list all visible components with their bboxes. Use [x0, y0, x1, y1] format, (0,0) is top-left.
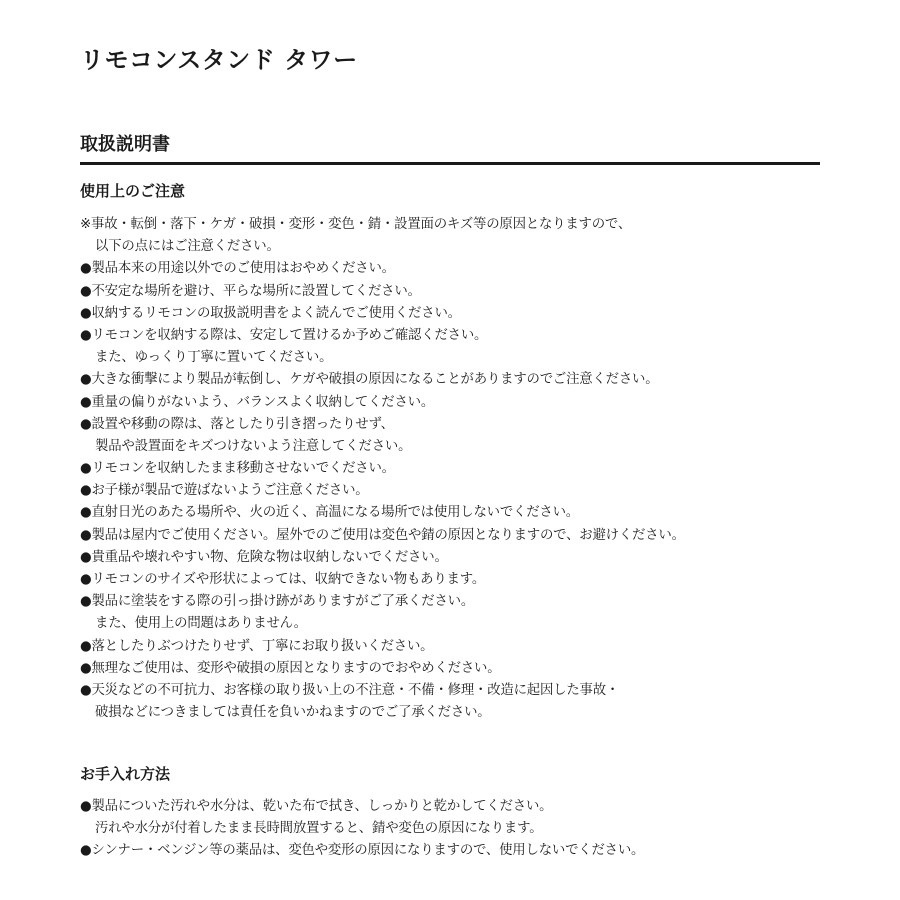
- document-subtitle: 取扱説明書: [80, 134, 170, 155]
- care-list: [80, 796, 840, 863]
- caution-line: 製品や設置面をキズつけないよう注意してください。: [95, 438, 412, 454]
- caution-line: ※事故・転倒・落下・ケガ・破損・変形・変色・錆・設置面のキズ等の原因となりますので、: [80, 217, 632, 232]
- caution-line: ●貴重品や壊れやすい物、危険な物は収納しないでください。: [80, 549, 448, 565]
- caution-line: ●設置や移動の際は、落としたり引き摺ったりせず、: [80, 416, 394, 432]
- caution-line: ●天災などの不可抗力、お客様の取り扱い上の不注意・不備・修理・改造に起因した事故・: [80, 682, 620, 698]
- divider-rule: [80, 162, 820, 165]
- care-heading: お手入れ方法: [80, 765, 171, 783]
- caution-list: [80, 214, 840, 724]
- caution-heading: 使用上のご注意: [80, 182, 186, 200]
- caution-line: ●無理なご使用は、変形や破損の原因となりますのでおやめください。: [80, 660, 501, 676]
- caution-line: ●収納するリモコンの取扱説明書をよく読んでご使用ください。: [80, 305, 461, 321]
- caution-line: 破損などにつきましては責任を負いかねますのでご了承ください。: [95, 705, 491, 721]
- caution-line: また、使用上の問題はありません。: [95, 616, 307, 632]
- care-line: 汚れや水分が付着したまま長時間放置すると、錆や変色の原因になります。: [95, 821, 543, 837]
- caution-line: ●落としたりぶつけたりせず、丁寧にお取り扱いください。: [80, 638, 434, 654]
- caution-line: また、ゆっくり丁寧に置いてください。: [95, 350, 333, 366]
- caution-line: ●大きな衝撃により製品が転倒し、ケガや破損の原因になることがありますのでご注意ください。: [80, 372, 659, 388]
- caution-line: 以下の点にはご注意ください。: [95, 239, 280, 255]
- page-title: リモコンスタンド タワー: [80, 46, 358, 74]
- caution-line: ●不安定な場所を避け、平らな場所に設置してください。: [80, 283, 421, 299]
- caution-line: ●リモコンを収納する際は、安定して置けるか予めご確認ください。: [80, 327, 488, 343]
- caution-line: ●製品に塗装をする際の引っ掛け跡がありますがご了承ください。: [80, 594, 475, 610]
- care-line: ●製品についた汚れや水分は、乾いた布で拭き、しっかりと乾かしてください。: [80, 799, 553, 814]
- caution-line: ●重量の偏りがないよう、バランスよく収納してください。: [80, 394, 435, 410]
- caution-line: ●お子様が製品で遊ばないようご注意ください。: [80, 483, 369, 499]
- caution-line: ●製品本来の用途以外でのご使用はおやめください。: [80, 261, 395, 277]
- caution-line: ●製品は屋内でご使用ください。屋外でのご使用は変色や錆の原因となりますので、お避けください。: [80, 527, 685, 543]
- caution-line: ●リモコンを収納したまま移動させないでください。: [80, 461, 395, 477]
- caution-line: ●リモコンのサイズや形状によっては、収納できない物もあります。: [80, 572, 486, 587]
- care-line: ●シンナー・ベンジン等の薬品は、変色や変形の原因になりますので、使用しないでください。: [80, 843, 645, 859]
- caution-line: ●直射日光のあたる場所や、火の近く、高温になる場所では使用しないでください。: [80, 505, 579, 521]
